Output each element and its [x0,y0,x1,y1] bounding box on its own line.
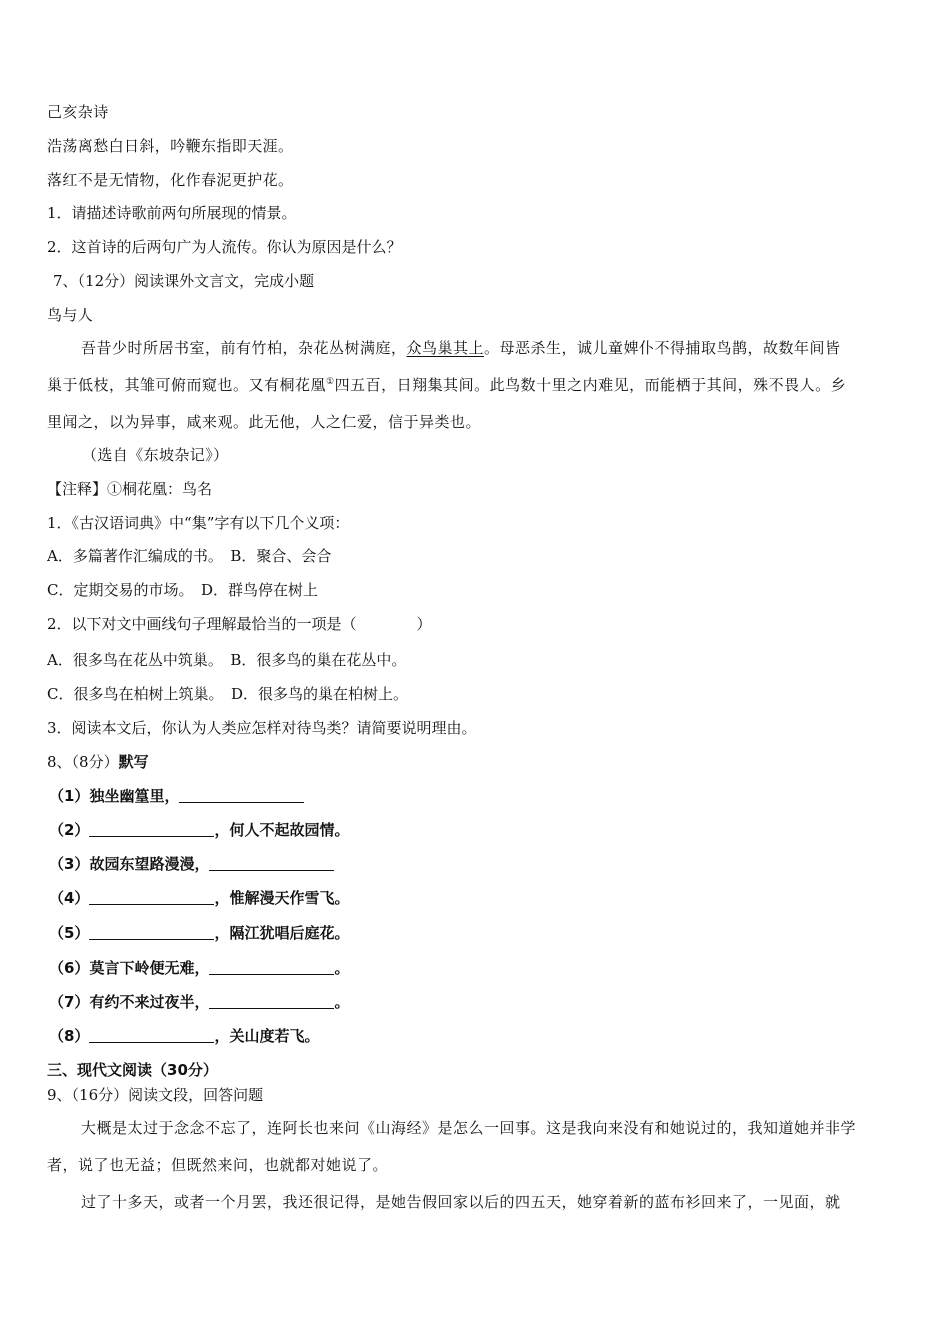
answer-blank[interactable] [209,993,334,1009]
dictation-item: （4） ，惟解漫天作雪飞。 [49,889,350,907]
dictation-item: （5） ，隔江犹唱后庭花。 [49,924,350,942]
source-citation: （选自《东坡杂记》） [82,446,229,464]
passage-line: 吾昔少时所居书室，前有竹柏，杂花丛树满庭，众鸟巢其上。母恶杀生，诚儿童婢仆不得捕取鸟鹊，故数年间皆 [81,339,841,357]
answer-blank[interactable] [89,924,214,940]
option-row: A．多篇著作汇编成的书。 B．聚合、会合 [47,547,332,565]
dictation-item: （2） ，何人不起故园情。 [49,821,350,839]
question: 1．请描述诗歌前两句所展现的情景。 [47,204,297,222]
passage-line: 大概是太过于念念不忘了，连阿长也来问《山海经》是怎么一回事。这是我向来没有和她说过的，我知道她并非学 [81,1119,857,1137]
sub-question: 3．阅读本文后，你认为人类应怎样对待鸟类？请简要说明理由。 [47,719,477,737]
question-header: 8、（8分）默写 [47,753,149,771]
question-header: 7、（12分）阅读课外文言文，完成小题 [53,272,315,290]
answer-blank[interactable] [89,1027,214,1043]
dictation-item: （8） ，关山度若飞。 [49,1027,320,1045]
question-header: 9、（16分）阅读文段，回答问题 [47,1086,264,1104]
dictation-item: （6）莫言下岭便无难， 。 [49,959,350,977]
underlined-sentence: 众鸟巢其上 [406,339,485,357]
annotation: 【注释】①桐花凰：鸟名 [47,480,213,498]
option-row: C．定期交易的市场。 D．群鸟停在树上 [47,581,319,599]
dictation-item: （1）独坐幽篁里， [49,786,304,806]
answer-blank[interactable] [179,787,304,803]
answer-blank[interactable] [209,959,334,975]
dictation-item: （3）故园东望路漫漫， [49,854,334,874]
passage-line: 者，说了也无益；但既然来问，也就都对她说了。 [47,1156,389,1174]
answer-blank[interactable] [209,855,334,871]
passage-line: 里闻之，以为异事，咸来观。此无他，人之仁爱，信于异类也。 [47,413,482,431]
answer-blank[interactable] [89,889,214,905]
dictation-item: （7）有约不来过夜半， 。 [49,993,350,1011]
poem-line: 落红不是无情物，化作春泥更护花。 [47,171,294,189]
modern-passage [47,1118,905,1229]
sub-question: 1．《古汉语词典》中“集”字有以下几个义项： [47,514,350,532]
answer-blank[interactable] [89,821,214,837]
sub-question: 2．以下对文中画线句子理解最恰当的一项是（ ） [47,615,432,633]
footnote-marker: ① [326,377,335,387]
passage-line: 巢于低枝，其雏可俯而窥也。又有桐花凰①四五百，日翔集其间。此鸟数十里之内难见，而能栖于其间，殊不畏人。乡 [47,376,847,394]
option-row: A．很多鸟在花丛中筑巢。 B．很多鸟的巢在花丛中。 [47,651,407,669]
poem-title: 己亥杂诗 [47,103,109,121]
passage-line: 过了十多天，或者一个月罢，我还很记得，是她告假回家以后的四五天，她穿着新的蓝布衫回来了，一见面，就 [81,1193,841,1211]
option-row: C．很多鸟在柏树上筑巢。 D．很多鸟的巢在柏树上。 [47,685,409,703]
passage-title: 鸟与人 [47,306,94,324]
question: 2．这首诗的后两句广为人流传。你认为原因是什么？ [47,238,402,256]
section-heading: 三、现代文阅读（30分） [47,1061,218,1079]
classical-passage [47,338,905,449]
poem-line: 浩荡离愁白日斜，吟鞭东指即天涯。 [47,137,294,155]
